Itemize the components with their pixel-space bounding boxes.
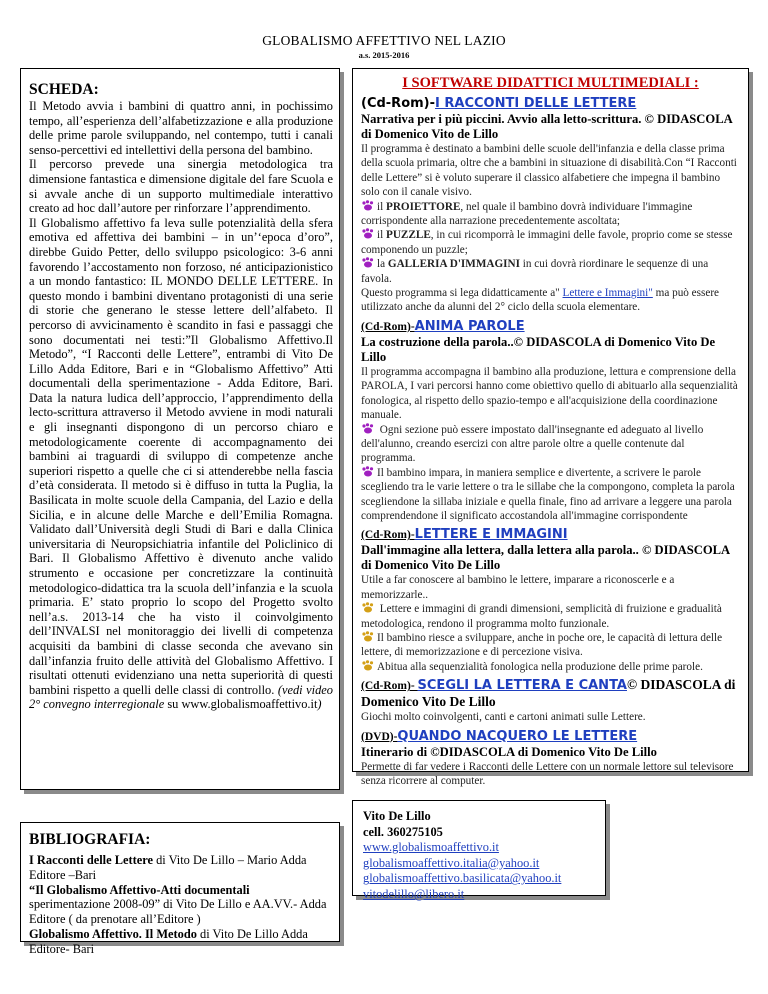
software-publisher: © DIDASCOLA di Domenico Vito De Lillo [361, 677, 736, 710]
bullet-bold: PROIETTORE [386, 200, 461, 213]
bullet-puzzle [361, 228, 740, 257]
media-label: (Cd-Rom)- [361, 680, 418, 693]
bib-entry-title: I Racconti delle Lettere [29, 853, 153, 867]
software-subtitle: La costruzione della parola..© DIDASCOLA di Domenico Vito De Lillo [361, 334, 716, 364]
bullet-bold: GALLERIA D'IMMAGINI [387, 258, 520, 271]
bullet-item [361, 660, 740, 674]
software-name-link[interactable]: LETTERE E IMMAGINI [414, 527, 568, 543]
bibliografia-title: BIBLIOGRAFIA: [29, 831, 151, 848]
software-item-heading [361, 677, 740, 710]
software-item-heading [361, 526, 740, 543]
bullet-text: Il bambino riesce a sviluppare, anche in poche ore, le capacità di lettura delle lettere, di memorizzazione e di percezione visiva. [361, 631, 723, 659]
bullet-text: in cui dovrà riordinare le sequenze di una favola. [361, 258, 709, 285]
bib-entry [29, 853, 331, 883]
bullet-text: il [377, 200, 387, 213]
scheda-box [20, 68, 340, 790]
website-link[interactable]: www.globalismoaffettivo.it [363, 840, 499, 855]
bullet-bold: PUZZLE [386, 229, 431, 242]
paw-bullet-icon [361, 466, 375, 477]
software-name-link[interactable]: QUANDO NACQUERO LE LETTERE [397, 728, 638, 744]
video-close: ) [317, 697, 322, 712]
media-label: (Cd-Rom)- [361, 320, 415, 333]
bib-entry-rest: di Vito De Lillo Adda Editore- Bari [29, 926, 308, 956]
software-subtitle: Itinerario di ©DIDASCOLA di Domenico Vito De Lillo [361, 744, 657, 759]
software-intro: Permette di far vedere i Racconti delle Lettere con un normale lettore sul televisore senza ricorrere al computer. [361, 760, 734, 787]
video-site: su www.globalismoaffettivo.it [167, 697, 318, 712]
bullet-text: Ogni sezione può essere impostato dall'insegnante ed adeguato al livello dell'alunno, creando esercizi con altre parole oltre a quelle contenute dal programma. [361, 423, 704, 465]
bib-entry-title: Globalismo Affettivo. Il Metodo [29, 926, 197, 941]
scheda-body [29, 99, 333, 712]
page-title: GLOBALISMO AFFETTIVO NEL LAZIO [262, 33, 506, 48]
software-intro: Il programma è destinato a bambini delle scuole dell'infanzia e della classe prima della scuola primaria, oltre che a bambini in situazione di disabilità.Con “I Racconti delle Lettere” si è voluto superare il classico alfabetiere che impegna il bambino solo con il canale visivo. [361, 143, 737, 199]
bullet-item [361, 423, 740, 466]
media-label: (Cd-Rom)- [361, 96, 436, 111]
paw-bullet-gold-icon [361, 602, 375, 613]
email-link-libero[interactable]: vitodelillo@libero.it [363, 886, 465, 901]
bullet-item [361, 631, 740, 660]
software-subtitle: Narrativa per i più piccini. Avvio alla letto-scrittura. © DIDASCOLA di Domenico Vito de Lillo [361, 112, 732, 141]
scheda-paragraph-3 [29, 216, 333, 712]
bullet-text: la [377, 258, 388, 271]
software-name-link[interactable]: SCEGLI LA LETTERA E CANTA [417, 678, 627, 694]
video-note: (vedi video 2° convegno interregionale [29, 682, 333, 712]
closing-text: ma può essere utilizzato anche da alunni del 2° ciclo della scuola elementare. [361, 287, 720, 314]
contact-body [363, 809, 597, 903]
bib-entry [29, 883, 331, 927]
software-subtitle: Dall'immagine alla lettera, dalla lettera alla parola.. © DIDASCOLA di Domenico Vito De Lillo [361, 543, 730, 573]
software-box [352, 68, 749, 787]
bullet-text: , nel quale il bambino dovrà individuare l'immagine corrispondente alla narrazione precedentemente ascoltata; [361, 200, 693, 228]
bullet-text: il [377, 229, 387, 242]
bullet-text: Lettere e immagini di grandi dimensioni, semplicità di fruizione e gradualità metodologica, rendono il programma molto funzionale. [361, 603, 722, 630]
bibliografia-box [20, 822, 340, 956]
contact-name: Vito De Lillo [363, 809, 431, 823]
bullet-text: Il bambino impara, in maniera semplice e divertente, a scrivere le parole scegliendo tra le varie lettere o tra le sillabe che la compongono, completa la parola scegliendone la sillaba iniziale e quella finale, fino ad arrivare a leggere una parola comprendendone il significato accostandola all'immagine corrispondente [361, 466, 735, 522]
software-intro: Utile a far conoscere al bambino le lettere, imparare a riconoscerle e a memorizzarle.. [361, 574, 675, 601]
bib-entry-rest: di Vito De Lillo – Mario Adda Editore –Bari [29, 853, 307, 882]
contact-phone: cell. 360275105 [363, 824, 443, 839]
paw-bullet-gold-icon [361, 631, 375, 642]
software-item-heading [361, 95, 740, 112]
bib-entry-title: “Il Globalismo Affettivo-Atti documentali [29, 882, 250, 897]
software-intro: Il programma accompagna il bambino alla produzione, lettura e comprensione della PAROLA, I vari percorsi hanno come obiettivo quello di abituarlo alla sequenzialità fonologica, al rispetto dello spazio-tempo e all'acquisizione della coordinazione manuale. [361, 365, 738, 422]
paw-bullet-icon [361, 228, 375, 239]
scheda-paragraph-2: Il percorso prevede una sinergia metodologica tra dimensione fantastica e dimensione digitale del fare Scuola e si avvale anche di un supporto multimediale interattivo creato ad hoc dall’autore per rinforzare l’apprendimento. [29, 157, 333, 216]
contact-box [352, 800, 606, 901]
bib-entry [29, 927, 331, 957]
software-closing [361, 286, 740, 315]
bibliografia-body [29, 853, 331, 957]
bullet-text: , in cui ricomporrà le immagini delle favole, proprio come se stesse componendo un puzzle; [361, 229, 733, 256]
email-link-basilicata[interactable]: globalismoaffettivo.basilicata@yahoo.it [363, 871, 562, 886]
media-label: (DVD)- [361, 730, 398, 743]
scheda-paragraph-3-text: Il Globalismo affettivo fa leva sulle potenzialità della sfera emotiva ed affettiva dei bambini – in un’‘epoca d’oro”, direbbe Guido Petter, dello sviluppo psicologico: 3-6 anni favorendo l’accostamento non forzoso, né anticipazionistico a un mondo fantastico: IL MONDO DELLE LETTERE. In questo mondo i bambini diventano protagonisti di una serie di storie che generano le stesse lettere dell’alfabeto. Il percorso di avvicinamento è scandito in fasi e passaggi che sono documentati nei testi:”Il Globalismo Affettivo.Il Metodo”, “I Racconti delle Lettere”, entrambi di Vito De Lillo Adda Editore, Bari e in “Globalismo Affettivo” Atti documentali della sperimentazione - Adda Editore, Bari. Data la natura ludica dell’approccio, l’apprendimento della lecto-scrittura attraverso il Metodo avviene in modi naturali e gli insegnanti dispongono di un percorso chiaro e metodologicamente coerente di accompagnamento dei bambini ai traguardi di sviluppo di competenze anche superiori rispetto a quelle che ci si attenderebbe nella fascia d’età considerata. Il metodo si è diffuso in tutta la Puglia, la Basilicata in molte scuole della Campania, del Lazio e della Sicilia, e in alcune delle Marche e dell’Emilia Romagna. Validato dall’Università degli Studi di Bari e dalla Clinica universitaria di Neuropsichiatria infantile del Policlinico di Bari. Il Globalismo Affettivo è divenuto anche valido strumento e occasione per concretizzare la continuità metodologico-didattica tra la scuola dell’infanzia e la scuola primaria. E’ stato proprio lo scopo del Progetto svolto nell’a.s. 2013-14 che ha visto il coinvolgimento dell’INVALSI nel monitoraggio dei livelli di competenza acquisiti da bambini di classe seconda che avevano sin dall’infanzia fruito delle attività del Globalismo Affettivo. I risultati ottenuti evidenziano una netta superiorità di questi bambini rispetto a quelli delle classi di controllo. [29, 215, 333, 697]
paw-bullet-icon [361, 200, 375, 211]
software-name-link[interactable]: I RACCONTI DELLE LETTERE [435, 96, 637, 111]
software-item-heading [361, 318, 740, 335]
media-label: (Cd-Rom)- [361, 529, 415, 542]
bib-entry-rest: sperimentazione 2008-09” di Vito De Lillo e AA.VV.- Adda Editore ( da prenotare all’Editore ) [29, 897, 327, 927]
software-item-heading [361, 728, 740, 745]
lettere-immagini-link[interactable]: Lettere e Immagini" [562, 287, 653, 300]
bullet-text: Abitua alla sequenzialità fonologica nella produzione delle prime parole. [377, 660, 703, 673]
school-year: a.s. 2015-2016 [358, 50, 410, 60]
software-name-link[interactable]: ANIMA PAROLE [414, 318, 525, 334]
paw-bullet-icon [361, 423, 375, 434]
scheda-title: SCHEDA: [29, 81, 99, 98]
email-link-italia[interactable]: globalismoaffettivo.italia@yahoo.it [363, 855, 540, 870]
software-intro: Giochi molto coinvolgenti, canti e cartoni animati sulle Lettere. [361, 711, 646, 724]
bullet-proiettore [361, 200, 740, 229]
software-title: I SOFTWARE DIDATTICI MULTIMEDIALI : [402, 75, 699, 91]
bullet-galleria [361, 257, 740, 286]
paw-bullet-gold-icon [361, 660, 375, 671]
scheda-paragraph-1: Il Metodo avvia i bambini di quattro anni, in pochissimo tempo, all’esperienza dell’alfabetizzazione e alla produzione delle prime parole sviluppando, nel contempo, tutti i canali senso-percettivi ed intellettivi della persona del bambino. [29, 99, 333, 157]
bullet-item [361, 466, 740, 524]
closing-text: Questo programma si lega didatticamente a" [361, 287, 563, 300]
paw-bullet-icon [361, 257, 375, 268]
bullet-item [361, 602, 740, 631]
